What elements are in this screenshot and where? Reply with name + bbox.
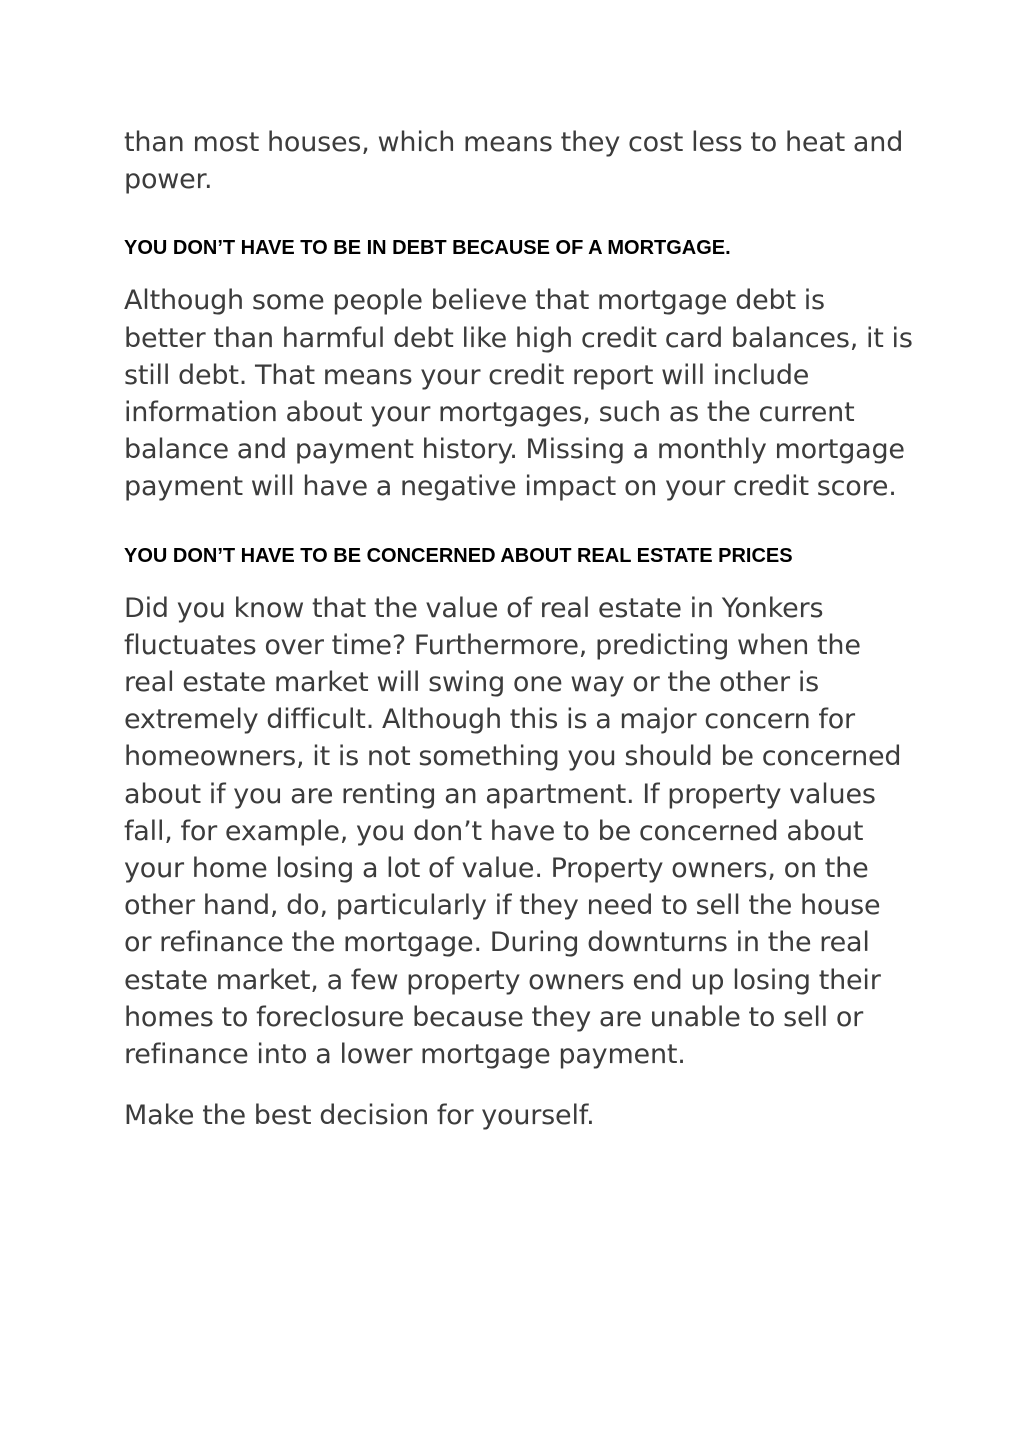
paragraph-intro: than most houses, which means they cost less to heat and power.: [124, 127, 904, 196]
heading-real-estate-prices: YOU DON’T HAVE TO BE CONCERNED ABOUT REAL ESTATE PRICES: [124, 544, 793, 567]
section-prices: [124, 543, 914, 570]
paragraph-mortgage-wrap: [124, 282, 914, 505]
section-mortgage: [124, 235, 914, 262]
paragraph-closing: Make the best decision for yourself.: [124, 1100, 595, 1132]
document-page: [124, 124, 914, 1134]
heading-mortgage-debt: YOU DON’T HAVE TO BE IN DEBT BECAUSE OF A MORTGAGE.: [124, 237, 731, 260]
paragraph-closing-wrap: [124, 1097, 914, 1134]
paragraph-prices-wrap: [124, 590, 914, 1074]
paragraph-real-estate-prices: Did you know that the value of real estate in Yonkers fluctuates over time? Furthermore, predicting when the real estate market will swing one way or the other is extremely difficult. Although this is a major concern for homeowners, it is not something you should be concerned about if you are renting an apartment. If property values fall, for example, you don’t have to be concerned about your home losing a lot of value. Property owners, on the other hand, do, particularly if they need to sell the house or refinance the mortgage. During downturns in the real estate market, a few property owners end up losing their homes to foreclosure because they are unable to sell or refinance into a lower mortgage payment.: [124, 592, 902, 1071]
paragraph-mortgage-debt: Although some people believe that mortgage debt is better than harmful debt like high credit card balances, it is still debt. That means your credit report will include information about your mortgages, such as the current balance and payment history. Missing a monthly mortgage payment will have a negative impact on your credit score.: [124, 285, 913, 503]
